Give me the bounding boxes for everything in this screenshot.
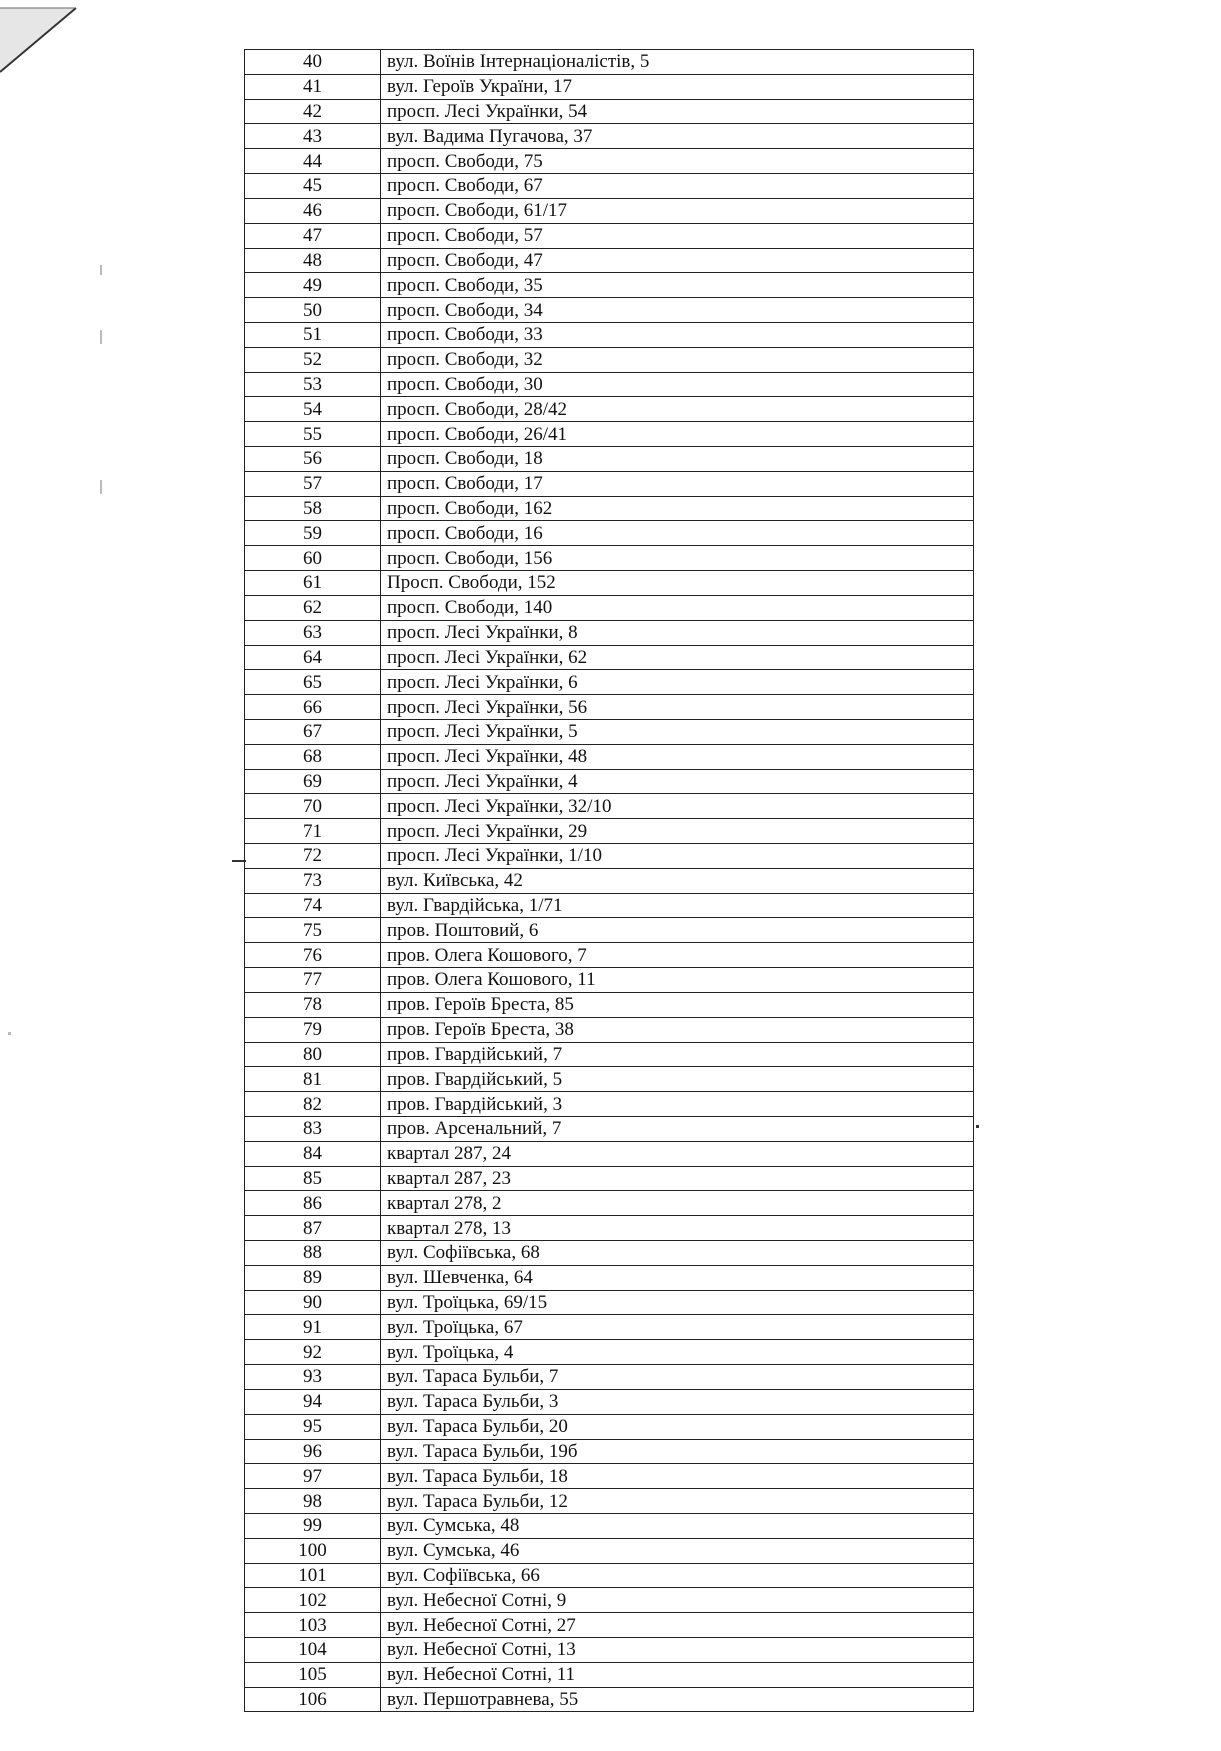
table-row (245, 1116, 974, 1141)
row-address: просп. Лесі Українки, 56 (381, 695, 974, 720)
row-number: 100 (245, 1538, 381, 1563)
row-address: вул. Софіївська, 68 (381, 1241, 974, 1266)
row-address: квартал 278, 2 (381, 1191, 974, 1216)
row-address: просп. Лесі Українки, 6 (381, 670, 974, 695)
row-address: просп. Лесі Українки, 32/10 (381, 794, 974, 819)
table-row (245, 1265, 974, 1290)
table-row (245, 1414, 974, 1439)
row-address: вул. Воїнів Інтернаціоналістів, 5 (381, 50, 974, 75)
row-number: 94 (245, 1389, 381, 1414)
table-row (245, 1687, 974, 1712)
row-address: вул. Тараса Бульби, 3 (381, 1389, 974, 1414)
table-row (245, 496, 974, 521)
row-address: вул. Тараса Бульби, 18 (381, 1464, 974, 1489)
row-number: 69 (245, 769, 381, 794)
row-number: 91 (245, 1315, 381, 1340)
scan-mark (8, 1032, 11, 1035)
row-number: 46 (245, 198, 381, 223)
table-row (245, 1389, 974, 1414)
row-number: 96 (245, 1439, 381, 1464)
table-row (245, 1141, 974, 1166)
row-number: 55 (245, 422, 381, 447)
table-row (245, 968, 974, 993)
row-number: 47 (245, 223, 381, 248)
row-number: 99 (245, 1513, 381, 1538)
row-number: 105 (245, 1662, 381, 1687)
row-address: пров. Олега Кошового, 7 (381, 943, 974, 968)
row-address: просп. Свободи, 61/17 (381, 198, 974, 223)
table-row (245, 471, 974, 496)
row-number: 93 (245, 1365, 381, 1390)
row-address: пров. Поштовий, 6 (381, 918, 974, 943)
row-number: 71 (245, 819, 381, 844)
table-row (245, 50, 974, 75)
row-address: просп. Свободи, 33 (381, 322, 974, 347)
table-row (245, 1290, 974, 1315)
table-row (245, 174, 974, 199)
table-row (245, 273, 974, 298)
row-address: вул. Вадима Пугачова, 37 (381, 124, 974, 149)
row-address: просп. Лесі Українки, 29 (381, 819, 974, 844)
row-address: вул. Першотравнева, 55 (381, 1687, 974, 1712)
row-address: вул. Тараса Бульби, 7 (381, 1365, 974, 1390)
row-address: просп. Свободи, 35 (381, 273, 974, 298)
row-number: 76 (245, 943, 381, 968)
row-number: 58 (245, 496, 381, 521)
row-address: просп. Свободи, 26/41 (381, 422, 974, 447)
row-number: 65 (245, 670, 381, 695)
row-address: вул. Небесної Сотні, 9 (381, 1588, 974, 1613)
row-number: 61 (245, 571, 381, 596)
row-address: вул. Тараса Бульби, 19б (381, 1439, 974, 1464)
row-number: 51 (245, 322, 381, 347)
row-number: 103 (245, 1613, 381, 1638)
row-number: 84 (245, 1141, 381, 1166)
scan-mark (100, 480, 102, 494)
row-address: пров. Олега Кошового, 11 (381, 968, 974, 993)
table-row (245, 1216, 974, 1241)
row-address: пров. Арсенальний, 7 (381, 1116, 974, 1141)
row-address: просп. Лесі Українки, 1/10 (381, 844, 974, 869)
table-row (245, 99, 974, 124)
row-number: 85 (245, 1166, 381, 1191)
row-address: вул. Тараса Бульби, 20 (381, 1414, 974, 1439)
table-row (245, 744, 974, 769)
row-number: 66 (245, 695, 381, 720)
table-row (245, 844, 974, 869)
table-row (245, 595, 974, 620)
row-address: просп. Свободи, 28/42 (381, 397, 974, 422)
row-address: вул. Київська, 42 (381, 868, 974, 893)
table-row (245, 322, 974, 347)
row-number: 73 (245, 868, 381, 893)
scan-mark (976, 1125, 979, 1128)
table-row (245, 1588, 974, 1613)
row-number: 102 (245, 1588, 381, 1613)
row-address: просп. Лесі Українки, 5 (381, 719, 974, 744)
row-address: просп. Лесі Українки, 8 (381, 620, 974, 645)
row-address: просп. Свободи, 162 (381, 496, 974, 521)
row-number: 56 (245, 447, 381, 472)
table-row (245, 1241, 974, 1266)
table-row (245, 1017, 974, 1042)
table-row (245, 447, 974, 472)
row-address: пров. Героїв Бреста, 85 (381, 992, 974, 1017)
row-number: 82 (245, 1092, 381, 1117)
table-row (245, 1042, 974, 1067)
page-corner-fold (0, 0, 80, 80)
row-number: 72 (245, 844, 381, 869)
row-number: 97 (245, 1464, 381, 1489)
row-number: 67 (245, 719, 381, 744)
table-row (245, 521, 974, 546)
table-row (245, 1191, 974, 1216)
row-address: пров. Гвардійський, 5 (381, 1067, 974, 1092)
row-number: 53 (245, 372, 381, 397)
scan-mark (100, 330, 102, 344)
table-row (245, 1439, 974, 1464)
row-address: пров. Гвардійський, 3 (381, 1092, 974, 1117)
row-address: просп. Свободи, 140 (381, 595, 974, 620)
table-row (245, 1613, 974, 1638)
row-address: квартал 287, 23 (381, 1166, 974, 1191)
row-number: 86 (245, 1191, 381, 1216)
row-address: просп. Свободи, 17 (381, 471, 974, 496)
row-address: вул. Тараса Бульби, 12 (381, 1489, 974, 1514)
table-row (245, 794, 974, 819)
row-address: пров. Гвардійський, 7 (381, 1042, 974, 1067)
table-row (245, 298, 974, 323)
row-number: 63 (245, 620, 381, 645)
row-number: 52 (245, 347, 381, 372)
row-address: вул. Сумська, 48 (381, 1513, 974, 1538)
row-number: 87 (245, 1216, 381, 1241)
row-address: вул. Небесної Сотні, 13 (381, 1638, 974, 1663)
row-number: 49 (245, 273, 381, 298)
row-address: вул. Шевченка, 64 (381, 1265, 974, 1290)
row-address: просп. Свободи, 75 (381, 149, 974, 174)
row-address: просп. Свободи, 156 (381, 546, 974, 571)
row-address: вул. Троїцька, 67 (381, 1315, 974, 1340)
row-number: 79 (245, 1017, 381, 1042)
row-number: 68 (245, 744, 381, 769)
row-address: вул. Героїв України, 17 (381, 74, 974, 99)
table-row (245, 695, 974, 720)
table-row (245, 198, 974, 223)
table-row (245, 1365, 974, 1390)
row-number: 83 (245, 1116, 381, 1141)
row-address: просп. Лесі Українки, 4 (381, 769, 974, 794)
row-number: 81 (245, 1067, 381, 1092)
row-address: просп. Свободи, 47 (381, 248, 974, 273)
row-address: просп. Свободи, 32 (381, 347, 974, 372)
row-number: 54 (245, 397, 381, 422)
row-number: 75 (245, 918, 381, 943)
row-number: 59 (245, 521, 381, 546)
row-number: 90 (245, 1290, 381, 1315)
table-row (245, 893, 974, 918)
table-row (245, 149, 974, 174)
table-row (245, 1464, 974, 1489)
row-number: 104 (245, 1638, 381, 1663)
table-row (245, 1538, 974, 1563)
address-table (244, 49, 974, 1712)
row-number: 89 (245, 1265, 381, 1290)
row-address: вул. Софіївська, 66 (381, 1563, 974, 1588)
table-row (245, 248, 974, 273)
table-row (245, 1315, 974, 1340)
row-number: 60 (245, 546, 381, 571)
table-row (245, 1340, 974, 1365)
row-address: просп. Свободи, 18 (381, 447, 974, 472)
table-row (245, 620, 974, 645)
table-row (245, 645, 974, 670)
table-row (245, 347, 974, 372)
row-number: 80 (245, 1042, 381, 1067)
table-row (245, 1563, 974, 1588)
row-number: 74 (245, 893, 381, 918)
table-row (245, 372, 974, 397)
table-row (245, 769, 974, 794)
table-row (245, 1638, 974, 1663)
row-number: 64 (245, 645, 381, 670)
row-address: вул. Троїцька, 69/15 (381, 1290, 974, 1315)
row-address: просп. Свободи, 67 (381, 174, 974, 199)
row-address: просп. Свободи, 34 (381, 298, 974, 323)
row-address: просп. Свободи, 57 (381, 223, 974, 248)
table-row (245, 223, 974, 248)
row-number: 88 (245, 1241, 381, 1266)
row-address: вул. Небесної Сотні, 11 (381, 1662, 974, 1687)
table-row (245, 124, 974, 149)
table-row (245, 719, 974, 744)
row-address: пров. Героїв Бреста, 38 (381, 1017, 974, 1042)
row-address: просп. Свободи, 16 (381, 521, 974, 546)
table-row (245, 546, 974, 571)
row-number: 48 (245, 248, 381, 273)
table-row (245, 670, 974, 695)
row-number: 40 (245, 50, 381, 75)
row-address: просп. Лесі Українки, 54 (381, 99, 974, 124)
table-row (245, 1662, 974, 1687)
row-address: просп. Свободи, 30 (381, 372, 974, 397)
row-address: просп. Лесі Українки, 48 (381, 744, 974, 769)
row-number: 78 (245, 992, 381, 1017)
row-number: 106 (245, 1687, 381, 1712)
table-row (245, 1166, 974, 1191)
row-address: вул. Троїцька, 4 (381, 1340, 974, 1365)
table-row (245, 397, 974, 422)
table-row (245, 918, 974, 943)
row-number: 50 (245, 298, 381, 323)
row-number: 57 (245, 471, 381, 496)
table-row (245, 943, 974, 968)
row-address: Просп. Свободи, 152 (381, 571, 974, 596)
row-address: вул. Небесної Сотні, 27 (381, 1613, 974, 1638)
table-row (245, 992, 974, 1017)
table-row (245, 571, 974, 596)
table-row (245, 422, 974, 447)
row-number: 42 (245, 99, 381, 124)
row-number: 98 (245, 1489, 381, 1514)
row-address: просп. Лесі Українки, 62 (381, 645, 974, 670)
row-number: 95 (245, 1414, 381, 1439)
row-address: квартал 278, 13 (381, 1216, 974, 1241)
row-number: 41 (245, 74, 381, 99)
table-row (245, 868, 974, 893)
row-number: 44 (245, 149, 381, 174)
row-address: вул. Сумська, 46 (381, 1538, 974, 1563)
row-number: 92 (245, 1340, 381, 1365)
row-number: 70 (245, 794, 381, 819)
table-row (245, 1513, 974, 1538)
scan-mark (100, 265, 102, 275)
row-number: 62 (245, 595, 381, 620)
row-number: 101 (245, 1563, 381, 1588)
table-row (245, 74, 974, 99)
table-row (245, 1067, 974, 1092)
row-address: квартал 287, 24 (381, 1141, 974, 1166)
row-number: 77 (245, 968, 381, 993)
row-number: 43 (245, 124, 381, 149)
table-row (245, 1092, 974, 1117)
row-number: 45 (245, 174, 381, 199)
row-address: вул. Гвардійська, 1/71 (381, 893, 974, 918)
table-row (245, 1489, 974, 1514)
table-row (245, 819, 974, 844)
